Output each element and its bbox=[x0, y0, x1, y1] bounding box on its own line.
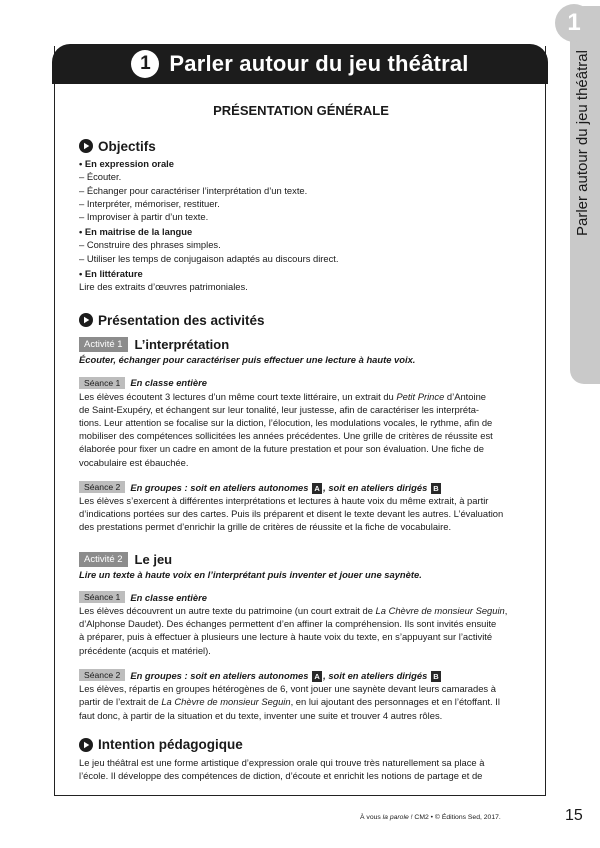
objectif-item: – Construire des phrases simples. bbox=[79, 239, 221, 251]
seance-badge: Séance 2 bbox=[79, 481, 125, 493]
activite-2-header bbox=[79, 552, 523, 567]
side-chapter-number: 1 bbox=[555, 4, 593, 42]
activite-badge: Activité 2 bbox=[79, 552, 128, 567]
objectif-item: – Écouter. bbox=[79, 171, 122, 183]
atelier-b-badge: B bbox=[431, 483, 441, 494]
seance-badge: Séance 2 bbox=[79, 669, 125, 681]
objectif-item: Lire des extraits d’œuvres patrimoniales. bbox=[79, 281, 248, 293]
intention-text: Le jeu théâtral est une forme artistique d’expression orale qui trouve très naturellement sa place à l’école. Il développe des compétences de diction, d’écoute et enrichit les notions de partage et de bbox=[79, 756, 485, 781]
activites-heading: Présentation des activités bbox=[79, 313, 523, 327]
seance-text: Les élèves découvrent un autre texte du patrimoine (un court extrait de La Chèvre de monsieur Seguin, d’Alphonse Daudet). Des échanges permettent d’en affiner la compréhension. Ils sont invités ensuite à préparer, puis à effectuer à plusieurs une lecture à haute voix du texte, en s’appuyant sur l’activité précédente (acquis et matériel). bbox=[79, 605, 508, 656]
seance-badge: Séance 1 bbox=[79, 591, 125, 603]
seance-text: Les élèves s’exercent à différentes interprétations et lectures à haute voix du même extrait, à partir d’indications portées sur des cartes. Puis ils préparent et disent le texte devant les autres. L’évaluation des prestations permet d’enrichir la grille de critères de réussite et la fiche de vocabulaire. bbox=[79, 495, 504, 533]
play-circle-icon bbox=[79, 738, 93, 752]
seance-title: En groupes : soit en ateliers autonomes A , soit en ateliers dirigés B bbox=[130, 669, 442, 682]
objectif-group-title: • En expression orale bbox=[79, 158, 174, 170]
atelier-b-badge: B bbox=[431, 671, 441, 682]
activite-title: L’interprétation bbox=[134, 337, 230, 353]
chapter-title: Parler autour du jeu théâtral bbox=[169, 51, 469, 76]
seance-block bbox=[79, 669, 523, 722]
seance-badge: Séance 1 bbox=[79, 377, 125, 389]
seance-block bbox=[79, 481, 523, 534]
page-title: PRÉSENTATION GÉNÉRALE bbox=[213, 103, 389, 118]
intention-heading: Intention pédagogique bbox=[79, 738, 523, 752]
objectif-item: – Utiliser les temps de conjugaison adaptés au discours direct. bbox=[79, 252, 339, 264]
footer-credit: À vous la parole ! CM2 • © Éditions Sed, 2017. bbox=[360, 814, 501, 821]
objectif-item: – Improviser à partir d’un texte. bbox=[79, 211, 209, 223]
seance-block bbox=[79, 376, 523, 468]
side-chapter-title: Parler autour du jeu théâtral bbox=[574, 50, 591, 236]
activite-description: Écouter, échanger pour caractériser puis effectuer une lecture à haute voix. bbox=[79, 354, 416, 366]
activite-badge: Activité 1 bbox=[79, 337, 128, 352]
objectif-group-title: • En littérature bbox=[79, 267, 143, 279]
seance-title: En classe entière bbox=[130, 377, 207, 389]
seance-text: Les élèves écoutent 3 lectures d’un même court texte littéraire, un extrait du Petit Prince d’Antoine de Saint-Exupéry, et échangent sur leur tonalité, leur justesse, afin de caractériser les interpréta- tions. Leur attention se focalise sur la diction, l’élocution, les modulations vocales, le rythme, afin de mobiliser des compétences sollicitées les années précédentes. Une grille de critères de réussite est élaborée pour fixer un cadre en amont de la future prestation et pour son évaluation. Une fiche de vocabulaire est ébauchée. bbox=[79, 390, 493, 468]
seance-text: Les élèves, répartis en groupes hétérogènes de 6, vont jouer une saynète devant leurs camarades à partir de l’extrait de La Chèvre de monsieur Seguin, en lui ajoutant des personnages et en l’étoffant. Il faut donc, à partir de la situation et du texte, inventer une suite et trouver 4 autres rôles. bbox=[79, 683, 500, 721]
seance-block bbox=[79, 591, 523, 657]
objectif-group-title: • En maitrise de la langue bbox=[79, 226, 193, 238]
chapter-number: 1 bbox=[131, 50, 159, 78]
page-content bbox=[79, 104, 523, 782]
page-number: 15 bbox=[565, 807, 583, 824]
objectif-item: – Interpréter, mémoriser, restituer. bbox=[79, 197, 220, 209]
objectif-item: – Échanger pour caractériser l’interprétation d’un texte. bbox=[79, 184, 308, 196]
atelier-a-badge: A bbox=[312, 671, 322, 682]
activite-1-header bbox=[79, 337, 523, 352]
atelier-a-badge: A bbox=[312, 483, 322, 494]
objectifs-heading: Objectifs bbox=[79, 139, 523, 153]
chapter-header bbox=[52, 44, 548, 84]
seance-title: En groupes : soit en ateliers autonomes A , soit en ateliers dirigés B bbox=[130, 481, 442, 494]
activite-title: Le jeu bbox=[134, 551, 173, 567]
play-circle-icon bbox=[79, 139, 93, 153]
seance-title: En classe entière bbox=[130, 591, 207, 603]
objectifs-list bbox=[79, 157, 523, 293]
play-circle-icon bbox=[79, 313, 93, 327]
activite-description: Lire un texte à haute voix en l’interprétant puis inventer et jouer une saynète. bbox=[79, 568, 422, 580]
